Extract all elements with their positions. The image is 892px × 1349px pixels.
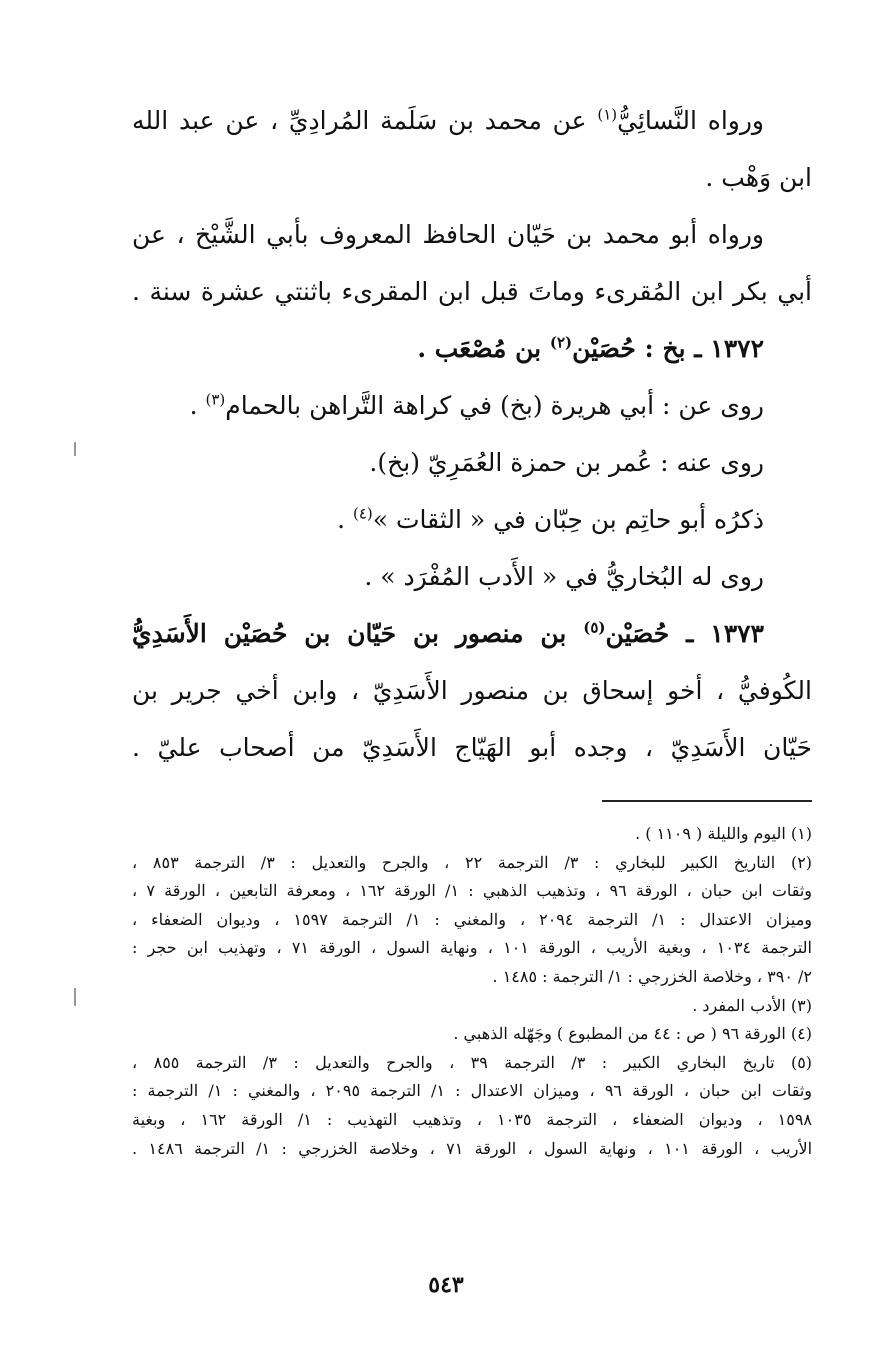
entry-heading xyxy=(132,605,812,662)
footnote-ref: (٥) xyxy=(583,618,606,637)
text-line xyxy=(132,491,812,548)
footnote-line: (٤) الورقة ٩٦ ( ص : ٤٤ من المطبوع ) وجَهّله الذهبي . xyxy=(453,1024,812,1044)
text-span: ورواه النَّسائِيُّ xyxy=(617,106,764,135)
text-line: روى عنه : عُمر بن حمزة العُمَرِيّ (بخ). xyxy=(369,448,764,477)
text-line: حَيّان الأَسَدِيّ ، وجده أبو الهَيّاج الأَسَدِيّ من أصحاب عليّ . xyxy=(132,733,812,762)
footnote-line: (١) اليوم والليلة ( ١١٠٩ ) . xyxy=(635,824,812,843)
scan-mark xyxy=(74,988,76,1006)
footnote-line: وثقات ابن حبان ، الورقة ٩٦ ، وميزان الاعتدال : ١/ الترجمة ٢٠٩٥ ، والمغني : ١/ الترجمة : xyxy=(132,1081,812,1101)
footnote-ref: (٣) xyxy=(205,390,226,409)
entry-heading xyxy=(132,320,812,377)
text-span: . xyxy=(337,505,353,534)
text-span: روى عن : أبي هريرة (بخ) في كراهة التَّراهن بالحمام xyxy=(225,391,764,420)
main-text xyxy=(132,92,812,776)
footnote-line: وميزان الاعتدال : ١/ الترجمة ٢٠٩٤ ، والمغني : ١/ الترجمة ١٥٩٧ ، وديوان الضعفاء ، xyxy=(132,909,812,929)
footnote-ref: (٤) xyxy=(352,504,373,523)
text-line: ورواه أبو محمد بن حَيّان الحافظ المعروف بأبي الشَّيْخ ، عن xyxy=(132,220,764,249)
footnotes xyxy=(132,820,812,1163)
footnote-line: (٥) تاريخ البخاري الكبير : ٣/ الترجمة ٣٩ ، والجرح والتعديل : ٣/ الترجمة ٨٥٥ ، xyxy=(132,1052,812,1072)
footnote-line: (٢) التاريخ الكبير للبخاري : ٣/ الترجمة ٢٢ ، والجرح والتعديل : ٣/ الترجمة ٨٥٣ ، xyxy=(132,852,812,872)
footnote-line: الأريب ، الورقة ١٠١ ، ونهاية السول ، الورقة ٧١ ، وخلاصة الخزرجي : ١/ الترجمة ١٤٨٦ . xyxy=(132,1138,812,1158)
text-line: الكُوفيُّ ، أخو إسحاق بن منصور الأَسَدِيّ ، وابن أخي جرير بن xyxy=(132,676,812,705)
scan-mark xyxy=(74,442,76,456)
text-line xyxy=(132,92,812,149)
footnote-ref: (١) xyxy=(597,105,618,124)
footnote-line: وثقات ابن حبان ، الورقة ٩٦ ، وتذهيب الذهبي : ١/ الورقة ١٦٢ ، ومعرفة التابعين ، الورقة ٧ ، xyxy=(132,881,812,901)
text-line: أبي بكر ابن المُقرىء وماتَ قبل ابن المقرىء باثنتي عشرة سنة . xyxy=(132,277,812,306)
footnote-ref: (٢) xyxy=(549,333,573,352)
page-number: ٥٤٣ xyxy=(428,1272,464,1298)
text-span: عن محمد بن سَلَمة المُرادِيِّ ، عن عبد الله xyxy=(132,106,598,135)
text-span: بن مُصْعَب . xyxy=(417,334,550,363)
footnote-line: (٣) الأدب المفرد . xyxy=(692,995,812,1015)
text-span: ١٣٧٢ ـ بخ : حُصَيْن xyxy=(572,334,764,363)
text-span: بن منصور بن حَيّان بن حُصَيْن الأَسَدِيُّ xyxy=(132,619,584,648)
text-line: روى له البُخاريُّ في « الأَدب المُفْرَد » . xyxy=(364,562,764,591)
footnote-line: ٢/ ٣٩٠ ، وخلاصة الخزرجي : ١/ الترجمة : ١٤٨٥ . xyxy=(492,966,812,986)
footnote-line: ١٥٩٨ ، وديوان الضعفاء ، الترجمة ١٠٣٥ ، وتذهيب التهذيب : ١/ الورقة ١٦٢ ، وبغية xyxy=(132,1109,812,1129)
footnote-separator xyxy=(602,800,812,802)
text-span: . xyxy=(189,391,206,420)
text-line: ابن وَهْب . xyxy=(705,163,812,192)
footnote-line: الترجمة ١٠٣٤ ، وبغية الأريب ، الورقة ١٠١ ، ونهاية السول ، الورقة ٧١ ، وتهذيب ابن حجر : xyxy=(132,938,812,958)
text-span: ذكرُه أبو حاتِم بن حِبّان في « الثقات » xyxy=(372,505,764,534)
text-line xyxy=(132,377,812,434)
text-span: ١٣٧٣ ـ حُصَيْن xyxy=(605,619,764,648)
